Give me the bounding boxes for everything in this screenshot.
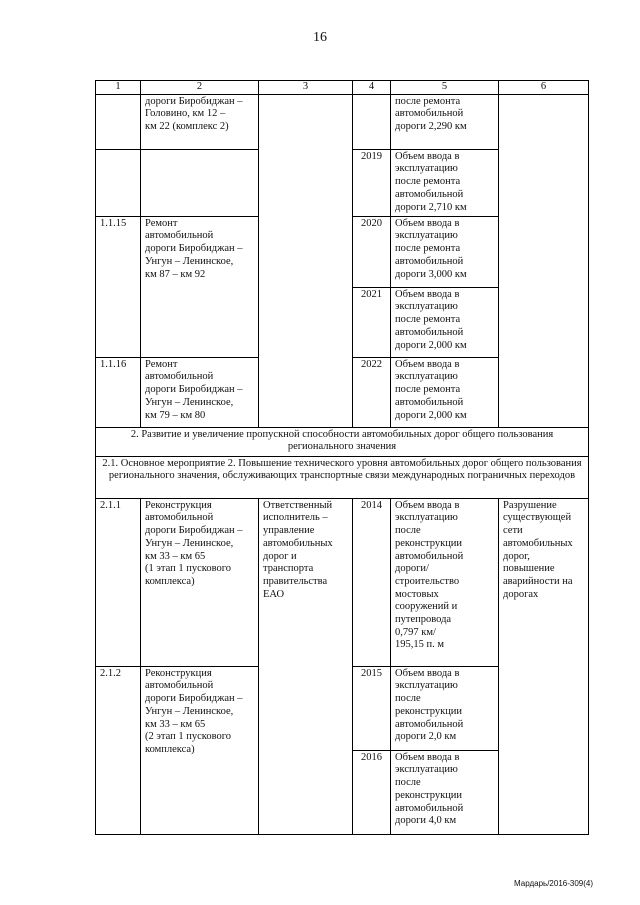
table-row (96, 94, 589, 149)
measure-name-cell: дороги Биробиджан – Головино, км 12 – км 22 (комплекс 2) (141, 94, 259, 149)
column-header: 4 (353, 81, 391, 95)
row-number-cell: 1.1.16 (96, 357, 141, 427)
year-cell (353, 94, 391, 149)
table-header-row (96, 81, 589, 95)
page-number: 16 (313, 30, 327, 45)
row-number-cell: 2.1.2 (96, 666, 141, 834)
year-cell: 2021 (353, 287, 391, 357)
column-header: 3 (259, 81, 353, 95)
section-row (96, 456, 589, 498)
section-heading: 2. Развитие и увеличение пропускной способности автомобильных дорог общего пользования регионального значения (96, 427, 589, 456)
year-cell: 2015 (353, 666, 391, 750)
column-header: 2 (141, 81, 259, 95)
row-number-cell (96, 149, 141, 216)
table-row (96, 498, 589, 666)
measure-name-cell: Ремонт автомобильной дороги Биробиджан – Унгун – Ленинское, км 87 – км 92 (141, 216, 259, 357)
result-cell: Объем ввода в эксплуатацию после ремонта автомобильной дороги 3,000 км (391, 216, 499, 287)
measure-name-cell (141, 149, 259, 216)
consequence-cell: Разрушение существующей сети автомобильных дорог, повышение аварийности на дорогах (499, 498, 589, 834)
result-cell: Объем ввода в эксплуатацию после ремонта автомобильной дороги 2,710 км (391, 149, 499, 216)
section-row (96, 427, 589, 456)
measures-table (95, 80, 589, 835)
year-cell: 2019 (353, 149, 391, 216)
measure-name-cell: Реконструкция автомобильной дороги Биробиджан – Унгун – Ленинское, км 33 – км 65 (1 этап 1 пускового комплекса) (141, 498, 259, 666)
executor-cell: Ответственный исполнитель – управление автомобильных дорог и транспорта правительства ЕАО (259, 498, 353, 834)
result-cell: Объем ввода в эксплуатацию после реконструкции автомобильной дороги 4,0 км (391, 750, 499, 834)
row-number-cell: 2.1.1 (96, 498, 141, 666)
column-header: 6 (499, 81, 589, 95)
year-cell: 2022 (353, 357, 391, 427)
result-cell: Объем ввода в эксплуатацию после реконструкции автомобильной дороги/ строительство мостовых сооружений и путепровода 0,797 км/ 195,15 п. м (391, 498, 499, 666)
result-cell: Объем ввода в эксплуатацию после ремонта автомобильной дороги 2,000 км (391, 357, 499, 427)
document-footer: Мардарь/2016-309(4) (514, 879, 594, 888)
column-header: 5 (391, 81, 499, 95)
row-number-cell: 1.1.15 (96, 216, 141, 357)
measure-name-cell: Ремонт автомобильной дороги Биробиджан – Унгун – Ленинское, км 79 – км 80 (141, 357, 259, 427)
consequence-cell (499, 94, 589, 427)
result-cell: Объем ввода в эксплуатацию после реконструкции автомобильной дороги 2,0 км (391, 666, 499, 750)
result-cell: Объем ввода в эксплуатацию после ремонта автомобильной дороги 2,000 км (391, 287, 499, 357)
result-cell: после ремонта автомобильной дороги 2,290 км (391, 94, 499, 149)
year-cell: 2020 (353, 216, 391, 287)
subsection-heading: 2.1. Основное мероприятие 2. Повышение технического уровня автомобильных дорог общего пользования регионального значения, обслуживающих транспортные связи международных пограничных переходов (96, 456, 589, 498)
column-header: 1 (96, 81, 141, 95)
year-cell: 2016 (353, 750, 391, 834)
year-cell: 2014 (353, 498, 391, 666)
row-number-cell (96, 94, 141, 149)
executor-cell (259, 94, 353, 427)
measure-name-cell: Реконструкция автомобильной дороги Биробиджан – Унгун – Ленинское, км 33 – км 65 (2 этап 1 пускового комплекса) (141, 666, 259, 834)
